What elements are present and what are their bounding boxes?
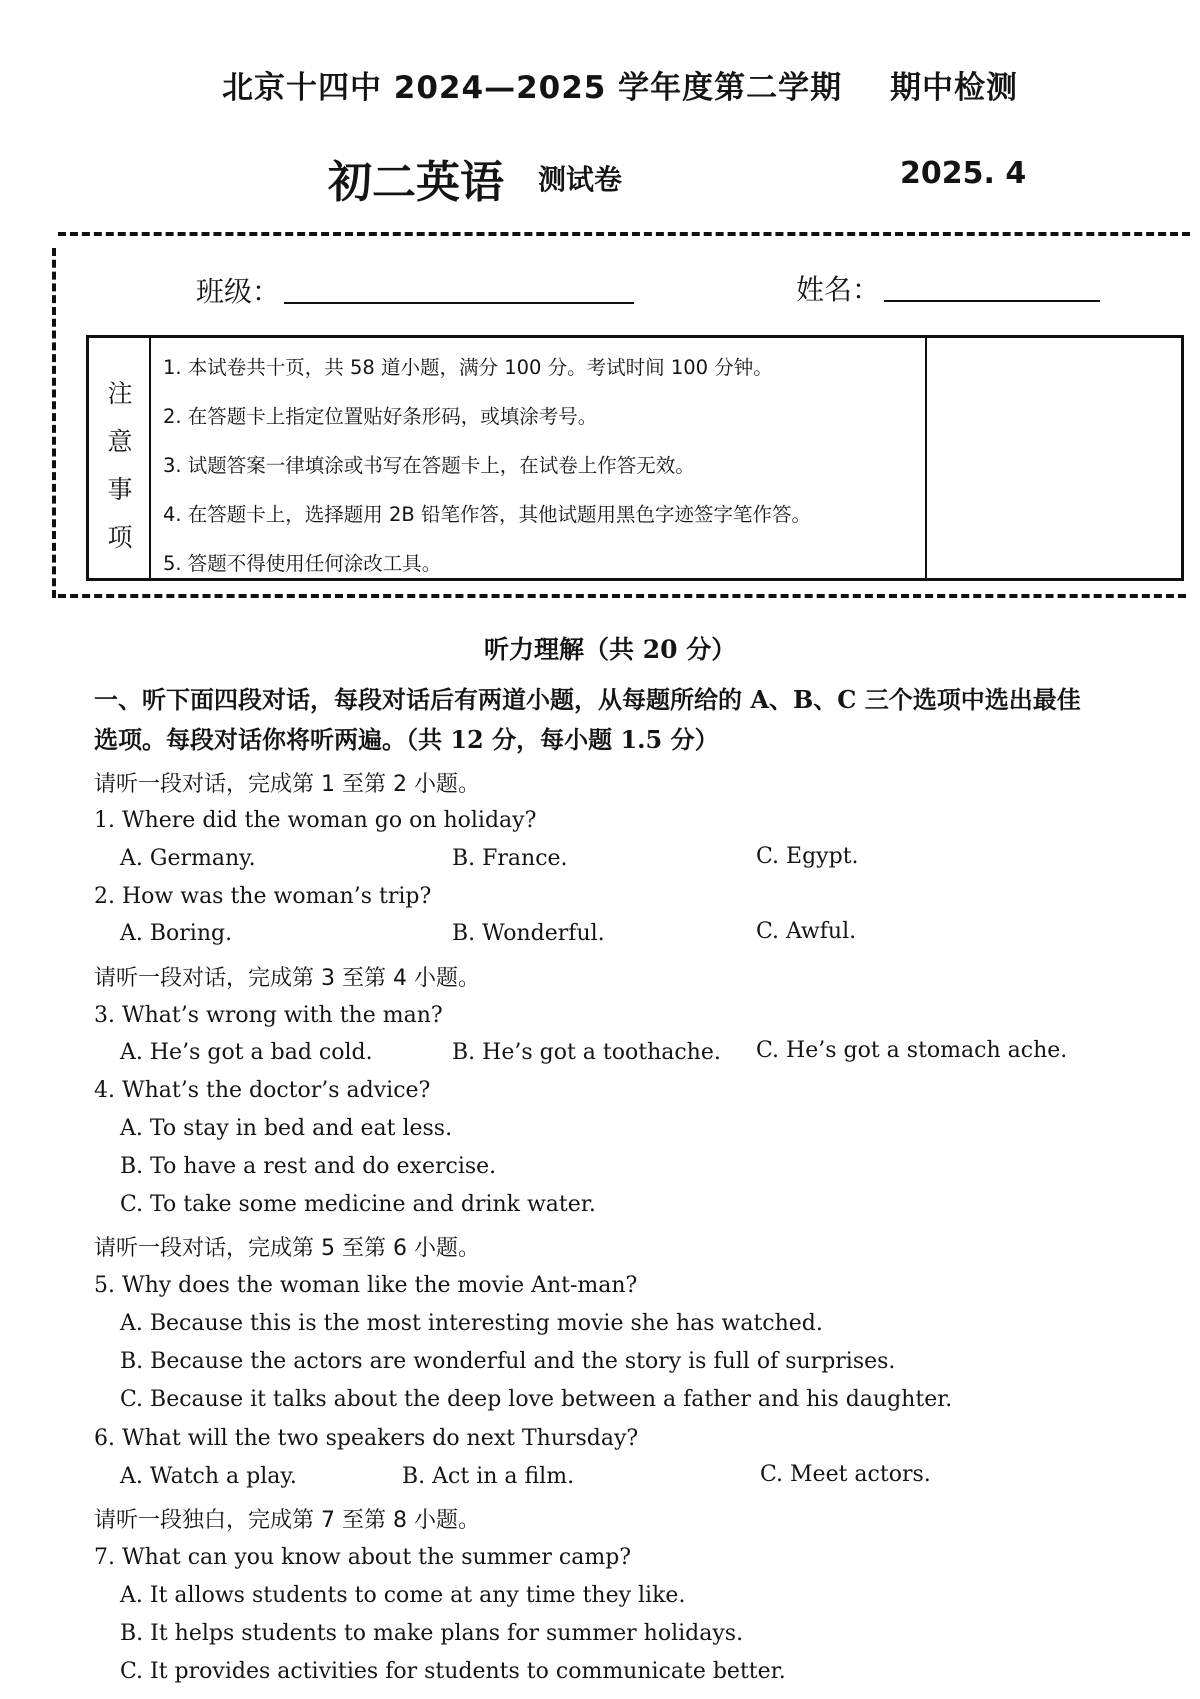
option-b[interactable]: B. To have a rest and do exercise. <box>120 1154 497 1179</box>
section-title: 听力理解（共 20 分） <box>484 635 737 664</box>
notice-rule: 5. 答题不得使用任何涂改工具。 <box>163 552 442 575</box>
section-instruction: 一、听下面四段对话，每段对话后有两道小题，从每题所给的 A、B、C 三个选项中选出最佳 <box>94 685 1081 714</box>
question-stem: 1. Where did the woman go on holiday? <box>94 808 537 833</box>
notice-heading-cell <box>89 338 151 578</box>
question-stem: 6. What will the two speakers do next Thursday? <box>94 1426 639 1451</box>
notice-table <box>86 335 1184 581</box>
option-c[interactable]: C. To take some medicine and drink water. <box>120 1192 596 1217</box>
class-label: 班级： <box>196 275 281 308</box>
notice-rule: 3. 试题答案一律填涂或书写在答题卡上，在试卷上作答无效。 <box>163 454 695 477</box>
option-b[interactable]: B. Act in a film. <box>402 1464 575 1489</box>
option-c[interactable]: C. Egypt. <box>756 844 859 869</box>
dashed-border-bottom <box>58 594 1186 598</box>
question-stem: 2. How was the woman’s trip? <box>94 884 432 909</box>
option-a[interactable]: A. He’s got a bad cold. <box>120 1040 373 1065</box>
question-stem: 3. What’s wrong with the man? <box>94 1003 443 1028</box>
option-b[interactable]: B. Because the actors are wonderful and the story is full of surprises. <box>120 1349 896 1374</box>
option-c[interactable]: C. He’s got a stomach ache. <box>756 1038 1068 1063</box>
barcode-area <box>925 338 1181 578</box>
question-stem: 7. What can you know about the summer camp? <box>94 1545 632 1570</box>
group-instruction: 请听一段对话，完成第 1 至第 2 小题。 <box>94 772 480 797</box>
exam-type: 期中检测 <box>890 70 1018 106</box>
notice-rule: 4. 在答题卡上，选择题用 2B 铅笔作答，其他试题用黑色字迹签字笔作答。 <box>163 503 811 526</box>
option-a[interactable]: A. It allows students to come at any time they like. <box>120 1583 686 1608</box>
name-field-line[interactable] <box>884 300 1100 302</box>
notice-rule: 2. 在答题卡上指定位置贴好条形码，或填涂考号。 <box>163 405 598 428</box>
question-stem: 4. What’s the doctor’s advice? <box>94 1078 431 1103</box>
question-stem: 5. Why does the woman like the movie Ant-man? <box>94 1273 638 1298</box>
group-instruction: 请听一段对话，完成第 3 至第 4 小题。 <box>94 966 480 991</box>
option-c[interactable]: C. It provides activities for students to communicate better. <box>120 1659 786 1684</box>
option-c[interactable]: C. Awful. <box>756 919 857 944</box>
group-instruction: 请听一段对话，完成第 5 至第 6 小题。 <box>94 1236 480 1261</box>
notice-heading-char: 意 <box>107 427 133 456</box>
option-a[interactable]: A. To stay in bed and eat less. <box>120 1116 453 1141</box>
exam-date: 2025. 4 <box>900 156 1027 191</box>
option-c[interactable]: C. Meet actors. <box>760 1462 931 1487</box>
dashed-border-left <box>52 248 56 598</box>
notice-rule: 1. 本试卷共十页，共 58 道小题，满分 100 分。考试时间 100 分钟。 <box>163 356 773 379</box>
school-term-title: 北京十四中 2024—2025 学年度第二学期 <box>222 70 843 106</box>
option-a[interactable]: A. Germany. <box>120 846 256 871</box>
notice-heading-char: 事 <box>107 475 133 504</box>
notice-heading-char: 注 <box>107 379 133 408</box>
option-c[interactable]: C. Because it talks about the deep love between a father and his daughter. <box>120 1387 953 1412</box>
group-instruction: 请听一段独白，完成第 7 至第 8 小题。 <box>94 1508 480 1533</box>
section-instruction: 选项。每段对话你将听两遍。（共 12 分，每小题 1.5 分） <box>94 725 719 754</box>
notice-heading-char: 项 <box>107 523 133 552</box>
subject-title: 初二英语 <box>328 157 504 208</box>
option-b[interactable]: B. It helps students to make plans for summer holidays. <box>120 1621 744 1646</box>
option-b[interactable]: B. France. <box>452 846 568 871</box>
option-b[interactable]: B. He’s got a toothache. <box>452 1040 721 1065</box>
name-label: 姓名： <box>796 273 881 306</box>
paper-type: 测试卷 <box>538 163 623 196</box>
option-a[interactable]: A. Because this is the most interesting movie she has watched. <box>120 1311 823 1336</box>
dashed-border-top <box>58 232 1190 236</box>
option-b[interactable]: B. Wonderful. <box>452 921 605 946</box>
option-a[interactable]: A. Boring. <box>120 921 233 946</box>
option-a[interactable]: A. Watch a play. <box>120 1464 297 1489</box>
class-field-line[interactable] <box>284 302 634 304</box>
